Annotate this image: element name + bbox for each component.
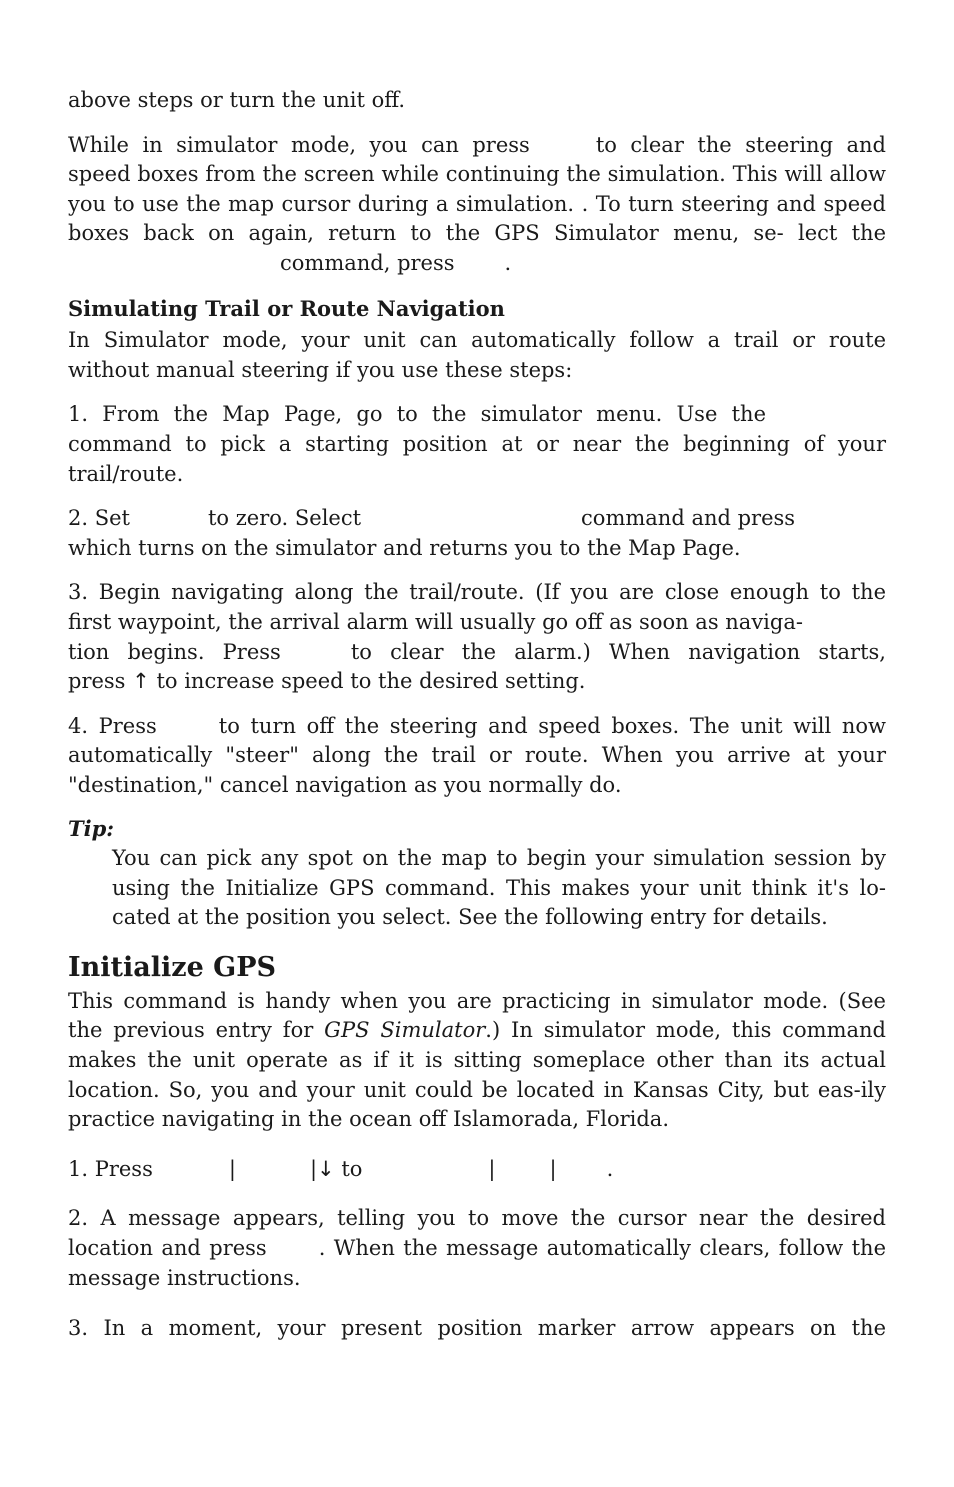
para1-b: to clear the steering and [595,132,886,157]
step4-b: to turn off the steering and speed boxes. The unit will now automatically "steer" along the trail or route. When you arrive at your "destination," cancel navigation as you normally do. [68,713,886,797]
init-step1-sep4: | [549,1156,557,1181]
para1-c: speed boxes from the screen while continuing the simulation. This will allow you to use the map cursor during a simulation. . To turn steering and speed boxes back on again, return to the GPS Simulator menu, se- [68,162,886,246]
step1-b: command to pick a starting position at or near the beginning of your trail/route. [68,431,886,486]
init-step2-paragraph [68,1204,886,1293]
step2-paragraph [68,504,886,563]
step2-d: which turns on the simulator and returns you to the Map Page. [68,535,741,560]
tip-text: You can pick any spot on the map to begin your simulation session by using the Initialize GPS command. This makes your unit think it's lo-cated at the position you select. See the following entry for details. [112,846,886,930]
init-step1-sep1: | [228,1156,236,1181]
init-step2-a: 2. A message appears, telling you to move the cursor near the desired location and press [68,1206,886,1260]
document-page [68,86,886,1344]
intro-tail-text: above steps or turn the unit off. [68,88,406,112]
step2-c: command and press [581,506,796,531]
step3-d: press [68,669,126,694]
init-step2-b: . When the message automatically clears, follow the message instructions. [68,1236,886,1290]
section-heading-trail-route: Simulating Trail or Route Navigation [68,295,505,321]
init-step1-sep3: | [488,1156,496,1181]
step1-a: 1. From the Map Page, go to the simulator menu. Use the [68,402,766,427]
step3-c: to clear the alarm.) When navigation starts, [350,639,886,664]
section1-intro: In Simulator mode, your unit can automatically follow a trail or route without manual steering if you use these steps: [68,328,886,382]
step4-a: 4. Press [68,713,157,738]
section2-intro [68,987,886,1135]
init-step1-sep2: | [309,1156,318,1181]
para1-f: . [504,250,512,275]
step1-paragraph [68,400,886,489]
arrow-up-icon: ↑ [132,669,150,694]
init-step1-paragraph [68,1155,886,1185]
para1-d: lect the [798,221,886,246]
tip-label: Tip: [68,816,115,842]
section-heading-initialize-gps: Initialize GPS [68,951,277,983]
init-step1-a: 1. Press [68,1156,153,1181]
init-step1-c: . [606,1156,614,1181]
para1-e: command, press [280,250,455,275]
para1-a: While in simulator mode, you can press [68,132,530,157]
step4-paragraph [68,712,886,801]
step2-a: 2. Set [68,506,130,531]
step2-b: to zero. Select [207,506,362,531]
section2-intro-b: .) In simulator mode, this command makes the unit operate as if it is sitting someplace other than its actual location. So, you and your unit could be located in Kansas City, but eas-ily practice navigating in the ocean off Islamorada, Florida. [68,1018,886,1132]
arrow-down-icon: ↓ [317,1156,335,1181]
section2-intro-a: This command is handy when you are practicing in simulator mode. (See the previous entry for [68,988,886,1043]
init-step1-b: to [341,1156,363,1181]
step3-a: 3. Begin navigating along the trail/route. (If you are close enough to the first waypoint, the arrival alarm will usually go off as soon as naviga- [68,580,886,634]
simulator-clear-paragraph [68,131,886,279]
step3-e: to increase speed to the desired setting. [156,669,586,694]
init-step3-paragraph: 3. In a moment, your present position marker arrow appears on the [68,1316,886,1341]
step3-b: tion begins. Press [68,639,281,664]
step3-paragraph [68,578,886,696]
section2-intro-em: GPS Simulator [324,1018,486,1043]
